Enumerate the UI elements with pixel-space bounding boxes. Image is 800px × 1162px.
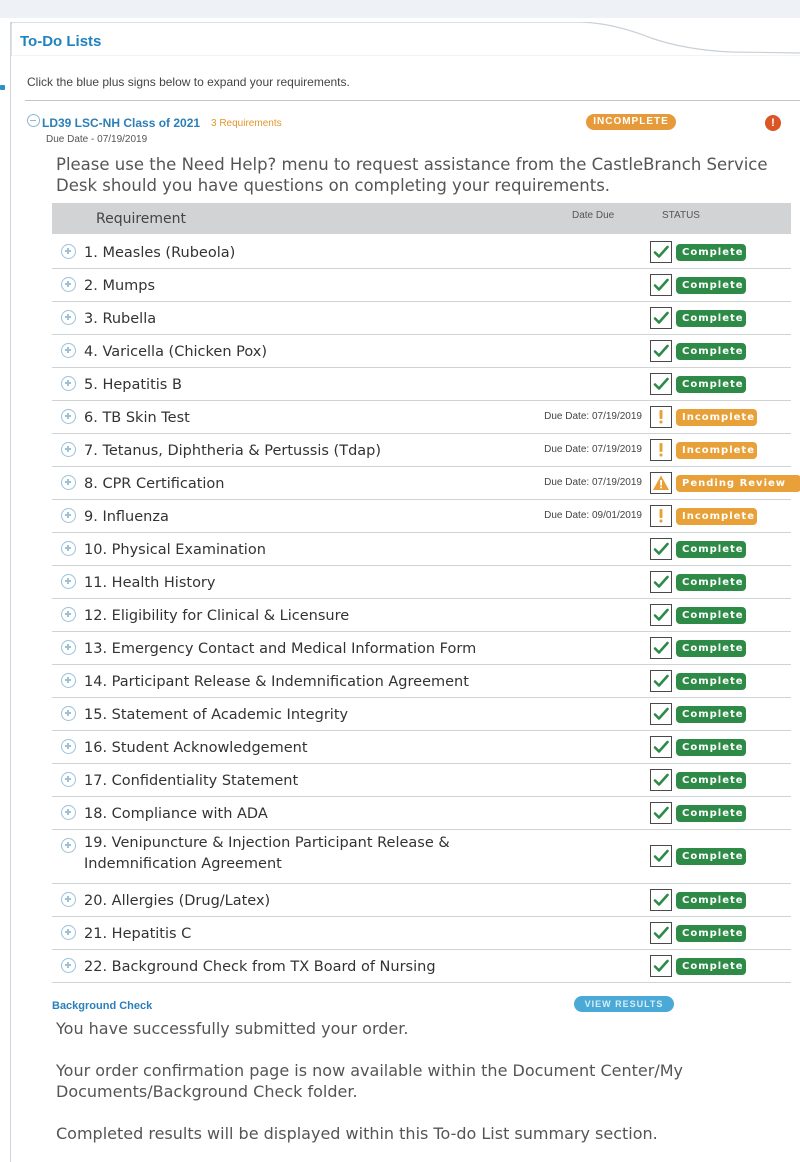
list-status-badge: INCOMPLETE <box>586 114 676 130</box>
expand-plus-icon[interactable] <box>61 640 76 655</box>
requirement-row[interactable] <box>52 533 791 566</box>
requirement-row[interactable] <box>52 269 791 302</box>
section-pointer-marker <box>0 85 5 90</box>
requirement-label[interactable]: 20. Allergies (Drug/Latex) <box>84 893 271 909</box>
expand-plus-icon[interactable] <box>61 958 76 973</box>
requirement-label[interactable]: 10. Physical Examination <box>84 542 266 558</box>
status-pill: Complete <box>676 244 746 261</box>
todo-lists-panel <box>10 22 800 1162</box>
expand-plus-icon[interactable] <box>61 607 76 622</box>
expand-plus-icon[interactable] <box>61 376 76 391</box>
status-pill: Incomplete <box>676 442 757 459</box>
status-pill: Complete <box>676 772 746 789</box>
requirement-row[interactable] <box>52 764 791 797</box>
header-status: STATUS <box>662 210 700 221</box>
requirement-row[interactable] <box>52 368 791 401</box>
requirement-label[interactable]: 19. Venipuncture & Injection Participant Release & Indemnification Agreement <box>84 835 450 872</box>
requirement-row[interactable] <box>52 302 791 335</box>
checkmark-icon <box>650 340 672 362</box>
status-pill: Pending Review <box>676 475 800 492</box>
status-pill: Complete <box>676 607 746 624</box>
header-requirement: Requirement <box>96 211 187 227</box>
help-text: Please use the Need Help? menu to request assistance from the CastleBranch Service Desk should you have questions on completing your requirements. <box>56 155 768 195</box>
requirement-label[interactable]: 5. Hepatitis B <box>84 377 182 393</box>
status-pill: Incomplete <box>676 508 757 525</box>
order-submitted-message: You have successfully submitted your order. <box>56 1019 409 1038</box>
requirement-label[interactable]: 21. Hepatitis C <box>84 926 192 942</box>
requirement-label[interactable]: 16. Student Acknowledgement <box>84 740 308 756</box>
requirement-row[interactable] <box>52 500 791 533</box>
top-band <box>0 0 800 18</box>
requirement-row[interactable] <box>52 335 791 368</box>
status-pill: Incomplete <box>676 409 757 426</box>
requirement-label[interactable]: 9. Influenza <box>84 509 169 525</box>
todo-list-name[interactable]: LD39 LSC-NH Class of 2021 <box>42 116 201 130</box>
requirement-row[interactable] <box>52 731 791 764</box>
header-date-due: Date Due <box>572 210 615 221</box>
requirement-row[interactable] <box>52 917 791 950</box>
requirement-label[interactable]: 1. Measles (Rubeola) <box>84 245 236 261</box>
status-pill: Complete <box>676 892 746 909</box>
collapse-minus-icon[interactable] <box>27 114 40 127</box>
checkmark-icon <box>650 307 672 329</box>
status-pill: Complete <box>676 925 746 942</box>
exclamation-icon <box>650 505 672 527</box>
tab-header-shape <box>11 22 800 56</box>
requirement-due-date: Due Date: 07/19/2019 <box>544 411 642 422</box>
requirement-label[interactable]: 17. Confidentiality Statement <box>84 773 299 789</box>
status-pill: Complete <box>676 640 746 657</box>
status-pill: Complete <box>676 739 746 756</box>
expand-plus-icon[interactable] <box>61 805 76 820</box>
checkmark-icon <box>650 922 672 944</box>
requirement-due-date: Due Date: 07/19/2019 <box>544 477 642 488</box>
requirement-row[interactable] <box>52 665 791 698</box>
expand-plus-icon[interactable] <box>61 673 76 688</box>
expand-plus-icon[interactable] <box>61 277 76 292</box>
checkmark-icon <box>650 736 672 758</box>
requirement-label[interactable]: 12. Eligibility for Clinical & Licensure <box>84 608 350 624</box>
status-pill: Complete <box>676 673 746 690</box>
list-due-date: Due Date - 07/19/2019 <box>46 134 148 145</box>
exclamation-icon <box>650 439 672 461</box>
expand-plus-icon[interactable] <box>61 706 76 721</box>
requirement-row[interactable] <box>52 698 791 731</box>
requirement-due-date: Due Date: 07/19/2019 <box>544 444 642 455</box>
requirement-label[interactable]: 6. TB Skin Test <box>84 410 190 426</box>
order-confirmation-message: Your order confirmation page is now available within the Document Center/My Documents/Background Check folder. <box>56 1061 683 1101</box>
panel-title: To-Do Lists <box>20 33 102 50</box>
checkmark-icon <box>650 604 672 626</box>
requirement-row[interactable] <box>52 467 791 500</box>
checkmark-icon <box>650 703 672 725</box>
expand-plus-icon[interactable] <box>61 739 76 754</box>
requirement-row[interactable] <box>52 599 791 632</box>
view-results-button[interactable]: VIEW RESULTS <box>574 996 674 1012</box>
status-pill: Complete <box>676 805 746 822</box>
status-pill: Complete <box>676 848 746 865</box>
panel-tab-header <box>11 22 800 56</box>
expand-plus-icon[interactable] <box>61 442 76 457</box>
requirement-label[interactable]: 15. Statement of Academic Integrity <box>84 707 349 723</box>
requirement-row[interactable] <box>52 830 791 884</box>
status-pill: Complete <box>676 343 746 360</box>
requirement-row[interactable] <box>52 950 791 983</box>
expand-plus-icon[interactable] <box>61 508 76 523</box>
status-pill: Complete <box>676 310 746 327</box>
requirement-row[interactable] <box>52 401 791 434</box>
checkmark-icon <box>650 241 672 263</box>
requirement-label[interactable]: 7. Tetanus, Diphtheria & Pertussis (Tdap) <box>84 443 382 459</box>
todo-list-header <box>15 108 791 148</box>
expand-plus-icon[interactable] <box>61 772 76 787</box>
requirements-table-header <box>52 203 791 234</box>
requirement-label[interactable]: 11. Health History <box>84 575 216 591</box>
expand-plus-icon[interactable] <box>61 409 76 424</box>
expand-plus-icon[interactable] <box>61 892 76 907</box>
expand-plus-icon[interactable] <box>61 574 76 589</box>
requirement-row[interactable] <box>52 434 791 467</box>
checkmark-icon <box>650 637 672 659</box>
checkmark-icon <box>650 373 672 395</box>
requirement-count: 3 Requirements <box>211 118 282 129</box>
requirement-row[interactable] <box>52 884 791 917</box>
checkmark-icon <box>650 670 672 692</box>
requirement-row[interactable] <box>52 797 791 830</box>
status-pill: Complete <box>676 574 746 591</box>
expand-hint-text: Click the blue plus signs below to expand your requirements. <box>27 75 350 89</box>
checkmark-icon <box>650 571 672 593</box>
requirement-label[interactable]: 3. Rubella <box>84 311 157 327</box>
checkmark-icon <box>650 889 672 911</box>
expand-plus-icon[interactable] <box>61 310 76 325</box>
checkmark-icon <box>650 274 672 296</box>
requirement-label[interactable]: 22. Background Check from TX Board of Nursing <box>84 959 436 975</box>
requirement-label[interactable]: 8. CPR Certification <box>84 476 225 492</box>
status-pill: Complete <box>676 706 746 723</box>
expand-plus-icon[interactable] <box>61 838 76 853</box>
requirement-label[interactable]: 18. Compliance with ADA <box>84 806 268 822</box>
expand-plus-icon[interactable] <box>61 925 76 940</box>
expand-plus-icon[interactable] <box>61 475 76 490</box>
requirement-label[interactable]: 4. Varicella (Chicken Pox) <box>84 344 268 360</box>
results-display-message: Completed results will be displayed within this To-do List summary section. <box>56 1124 658 1143</box>
status-pill: Complete <box>676 376 746 393</box>
requirement-label[interactable]: 13. Emergency Contact and Medical Information Form <box>84 641 477 657</box>
checkmark-icon <box>650 538 672 560</box>
requirement-label[interactable]: 2. Mumps <box>84 278 156 294</box>
expand-plus-icon[interactable] <box>61 343 76 358</box>
requirements-table-body <box>52 236 791 983</box>
checkmark-icon <box>650 845 672 867</box>
checkmark-icon <box>650 955 672 977</box>
requirement-row[interactable] <box>52 566 791 599</box>
checkmark-icon <box>650 802 672 824</box>
requirement-due-date: Due Date: 09/01/2019 <box>544 510 642 521</box>
status-pill: Complete <box>676 541 746 558</box>
checkmark-icon <box>650 769 672 791</box>
requirement-row[interactable] <box>52 632 791 665</box>
expand-plus-icon[interactable] <box>61 541 76 556</box>
warning-triangle-icon <box>650 472 672 494</box>
hint-divider <box>25 100 800 101</box>
status-pill: Complete <box>676 277 746 294</box>
alert-icon: ! <box>765 115 781 131</box>
requirement-label[interactable]: 14. Participant Release & Indemnification Agreement <box>84 674 469 690</box>
expand-plus-icon[interactable] <box>61 244 76 259</box>
status-pill: Complete <box>676 958 746 975</box>
background-check-title: Background Check <box>52 1000 153 1012</box>
exclamation-icon <box>650 406 672 428</box>
requirement-row[interactable] <box>52 236 791 269</box>
